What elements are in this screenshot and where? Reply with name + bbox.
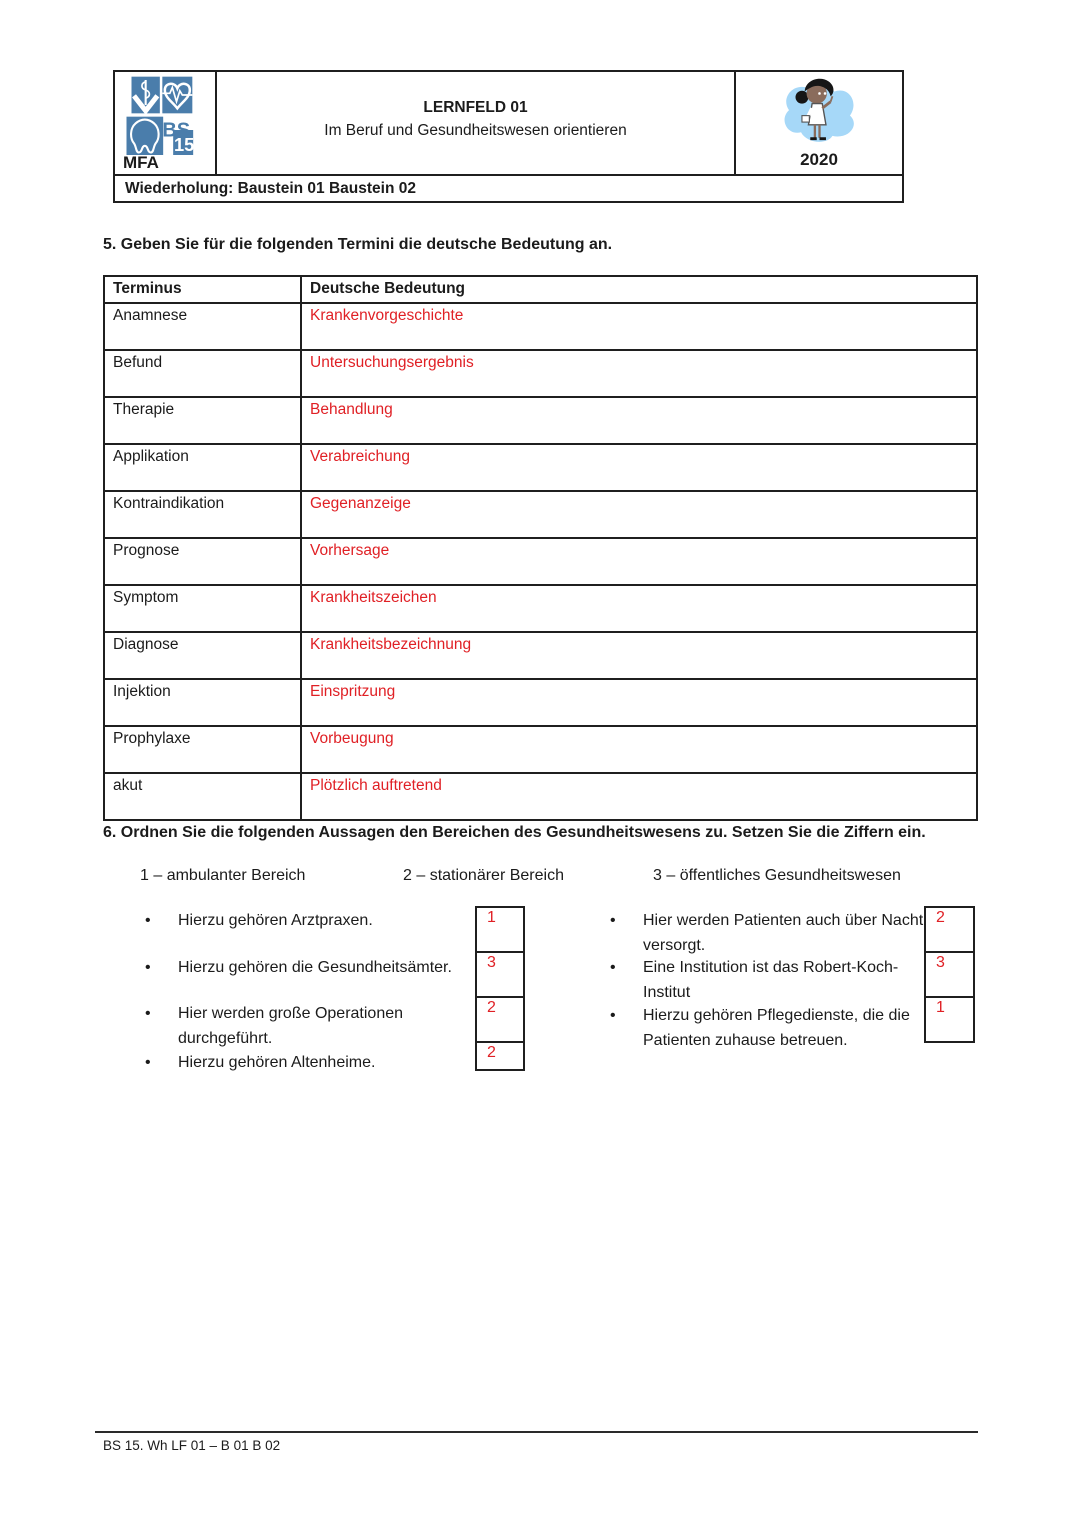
answer-box bbox=[924, 906, 975, 953]
bullet-icon: • bbox=[145, 959, 151, 976]
lernfeld-title: LERNFELD 01 bbox=[423, 99, 528, 116]
answer-box bbox=[475, 1041, 525, 1071]
header-title-cell bbox=[217, 72, 736, 174]
bullet-icon: • bbox=[145, 912, 151, 929]
table-row bbox=[104, 444, 977, 491]
answer-value: 3 bbox=[936, 954, 945, 971]
table-row bbox=[104, 773, 977, 820]
term-cell: Injektion bbox=[104, 679, 301, 726]
answer-box bbox=[475, 906, 525, 953]
q5-title: 5. Geben Sie für die folgenden Termini die deutsche Bedeutung an. bbox=[103, 236, 613, 253]
answer-value: 1 bbox=[936, 999, 945, 1016]
table-row bbox=[104, 303, 977, 350]
list-item bbox=[610, 1003, 931, 1053]
answer-value: 2 bbox=[936, 909, 945, 926]
term-cell: Symptom bbox=[104, 585, 301, 632]
table-row bbox=[104, 632, 977, 679]
mfa-label: MFA bbox=[123, 153, 159, 172]
answer-box bbox=[924, 996, 975, 1043]
hair-bun bbox=[795, 91, 808, 104]
bullet-icon: • bbox=[610, 912, 616, 929]
table-row bbox=[104, 350, 977, 397]
statement-text: Eine Institution ist das Robert-Koch-Institut bbox=[643, 959, 899, 1001]
bs15-logo-icon bbox=[121, 75, 197, 155]
table-row bbox=[104, 679, 977, 726]
lernfeld-subtitle: Im Beruf und Gesundheitswesen orientieren bbox=[324, 122, 627, 139]
legend-item-3: 3 – öffentliches Gesundheitswesen bbox=[653, 867, 901, 884]
term-cell: Prognose bbox=[104, 538, 301, 585]
table-row bbox=[104, 397, 977, 444]
list-item bbox=[145, 955, 478, 980]
table-row bbox=[104, 726, 977, 773]
term-cell: Applikation bbox=[104, 444, 301, 491]
bullet-icon: • bbox=[145, 1054, 151, 1071]
bullet-icon: • bbox=[610, 1007, 616, 1024]
answer-cell: Krankheitszeichen bbox=[301, 585, 977, 632]
answer-box-column-right bbox=[924, 906, 975, 1043]
table-row bbox=[104, 491, 977, 538]
term-cell: akut bbox=[104, 773, 301, 820]
list-item bbox=[145, 1001, 478, 1051]
answer-value: 2 bbox=[487, 999, 496, 1016]
table-row bbox=[104, 585, 977, 632]
list-item bbox=[610, 955, 931, 1005]
answer-cell: Untersuchungsergebnis bbox=[301, 350, 977, 397]
bullet-icon: • bbox=[145, 1005, 151, 1022]
bullet-icon: • bbox=[610, 959, 616, 976]
statement-text: Hierzu gehören Arztpraxen. bbox=[178, 912, 373, 929]
bs15-tile bbox=[162, 120, 194, 155]
answer-cell: Behandlung bbox=[301, 397, 977, 444]
table-header-row bbox=[104, 276, 977, 303]
footer-rule bbox=[95, 1431, 978, 1433]
school-logo bbox=[115, 72, 217, 174]
header-year-cell bbox=[736, 72, 902, 174]
statement-text: Hierzu gehören Pflegedienste, die die Patienten zuhause betreuen. bbox=[643, 1007, 910, 1049]
list-item bbox=[610, 908, 931, 958]
q5-table bbox=[103, 275, 978, 821]
answer-box-column-left bbox=[475, 906, 525, 1071]
logo-bs-text: BS bbox=[162, 119, 191, 142]
answer-cell: Plötzlich auftretend bbox=[301, 773, 977, 820]
answer-value: 3 bbox=[487, 954, 496, 971]
answer-value: 1 bbox=[487, 909, 496, 926]
answer-box bbox=[475, 996, 525, 1043]
term-cell: Befund bbox=[104, 350, 301, 397]
logo-15-text: 15 bbox=[174, 133, 195, 155]
term-cell: Therapie bbox=[104, 397, 301, 444]
answer-cell: Verabreichung bbox=[301, 444, 977, 491]
term-cell: Kontraindikation bbox=[104, 491, 301, 538]
answer-box bbox=[475, 951, 525, 998]
answer-cell: Gegenanzeige bbox=[301, 491, 977, 538]
answer-box bbox=[924, 951, 975, 998]
answer-cell: Einspritzung bbox=[301, 679, 977, 726]
answer-value: 2 bbox=[487, 1044, 496, 1061]
header-table bbox=[113, 70, 904, 203]
banner-row: Wiederholung: Baustein 01 Baustein 02 bbox=[115, 174, 902, 201]
year-label: 2020 bbox=[800, 150, 838, 169]
q5-col-bedeutung: Deutsche Bedeutung bbox=[301, 276, 977, 303]
answer-cell: Vorhersage bbox=[301, 538, 977, 585]
q6-title: 6. Ordnen Sie die folgenden Aussagen den Bereichen des Gesundheitswesens zu. Setzen Sie die Ziffern ein. bbox=[103, 824, 926, 841]
term-cell: Anamnese bbox=[104, 303, 301, 350]
q5-col-terminus: Terminus bbox=[104, 276, 301, 303]
legend-item-2: 2 – stationärer Bereich bbox=[403, 867, 564, 884]
list-item bbox=[145, 1050, 478, 1075]
nurse-illustration bbox=[772, 75, 867, 147]
answer-cell: Vorbeugung bbox=[301, 726, 977, 773]
statement-text: Hier werden Patienten auch über Nacht versorgt. bbox=[643, 912, 924, 954]
term-cell: Prophylaxe bbox=[104, 726, 301, 773]
legend-item-1: 1 – ambulanter Bereich bbox=[140, 867, 306, 884]
statement-text: Hier werden große Operationen durchgeführt. bbox=[178, 1005, 404, 1047]
footer-label: BS 15. Wh LF 01 – B 01 B 02 bbox=[103, 1438, 281, 1453]
statement-text: Hierzu gehören die Gesundheitsämter. bbox=[178, 959, 452, 976]
statement-text: Hierzu gehören Altenheime. bbox=[178, 1054, 376, 1071]
clipboard bbox=[801, 116, 808, 122]
answer-cell: Krankenvorgeschichte bbox=[301, 303, 977, 350]
list-item bbox=[145, 908, 478, 933]
term-cell: Diagnose bbox=[104, 632, 301, 679]
table-row bbox=[104, 538, 977, 585]
answer-cell: Krankheitsbezeichnung bbox=[301, 632, 977, 679]
